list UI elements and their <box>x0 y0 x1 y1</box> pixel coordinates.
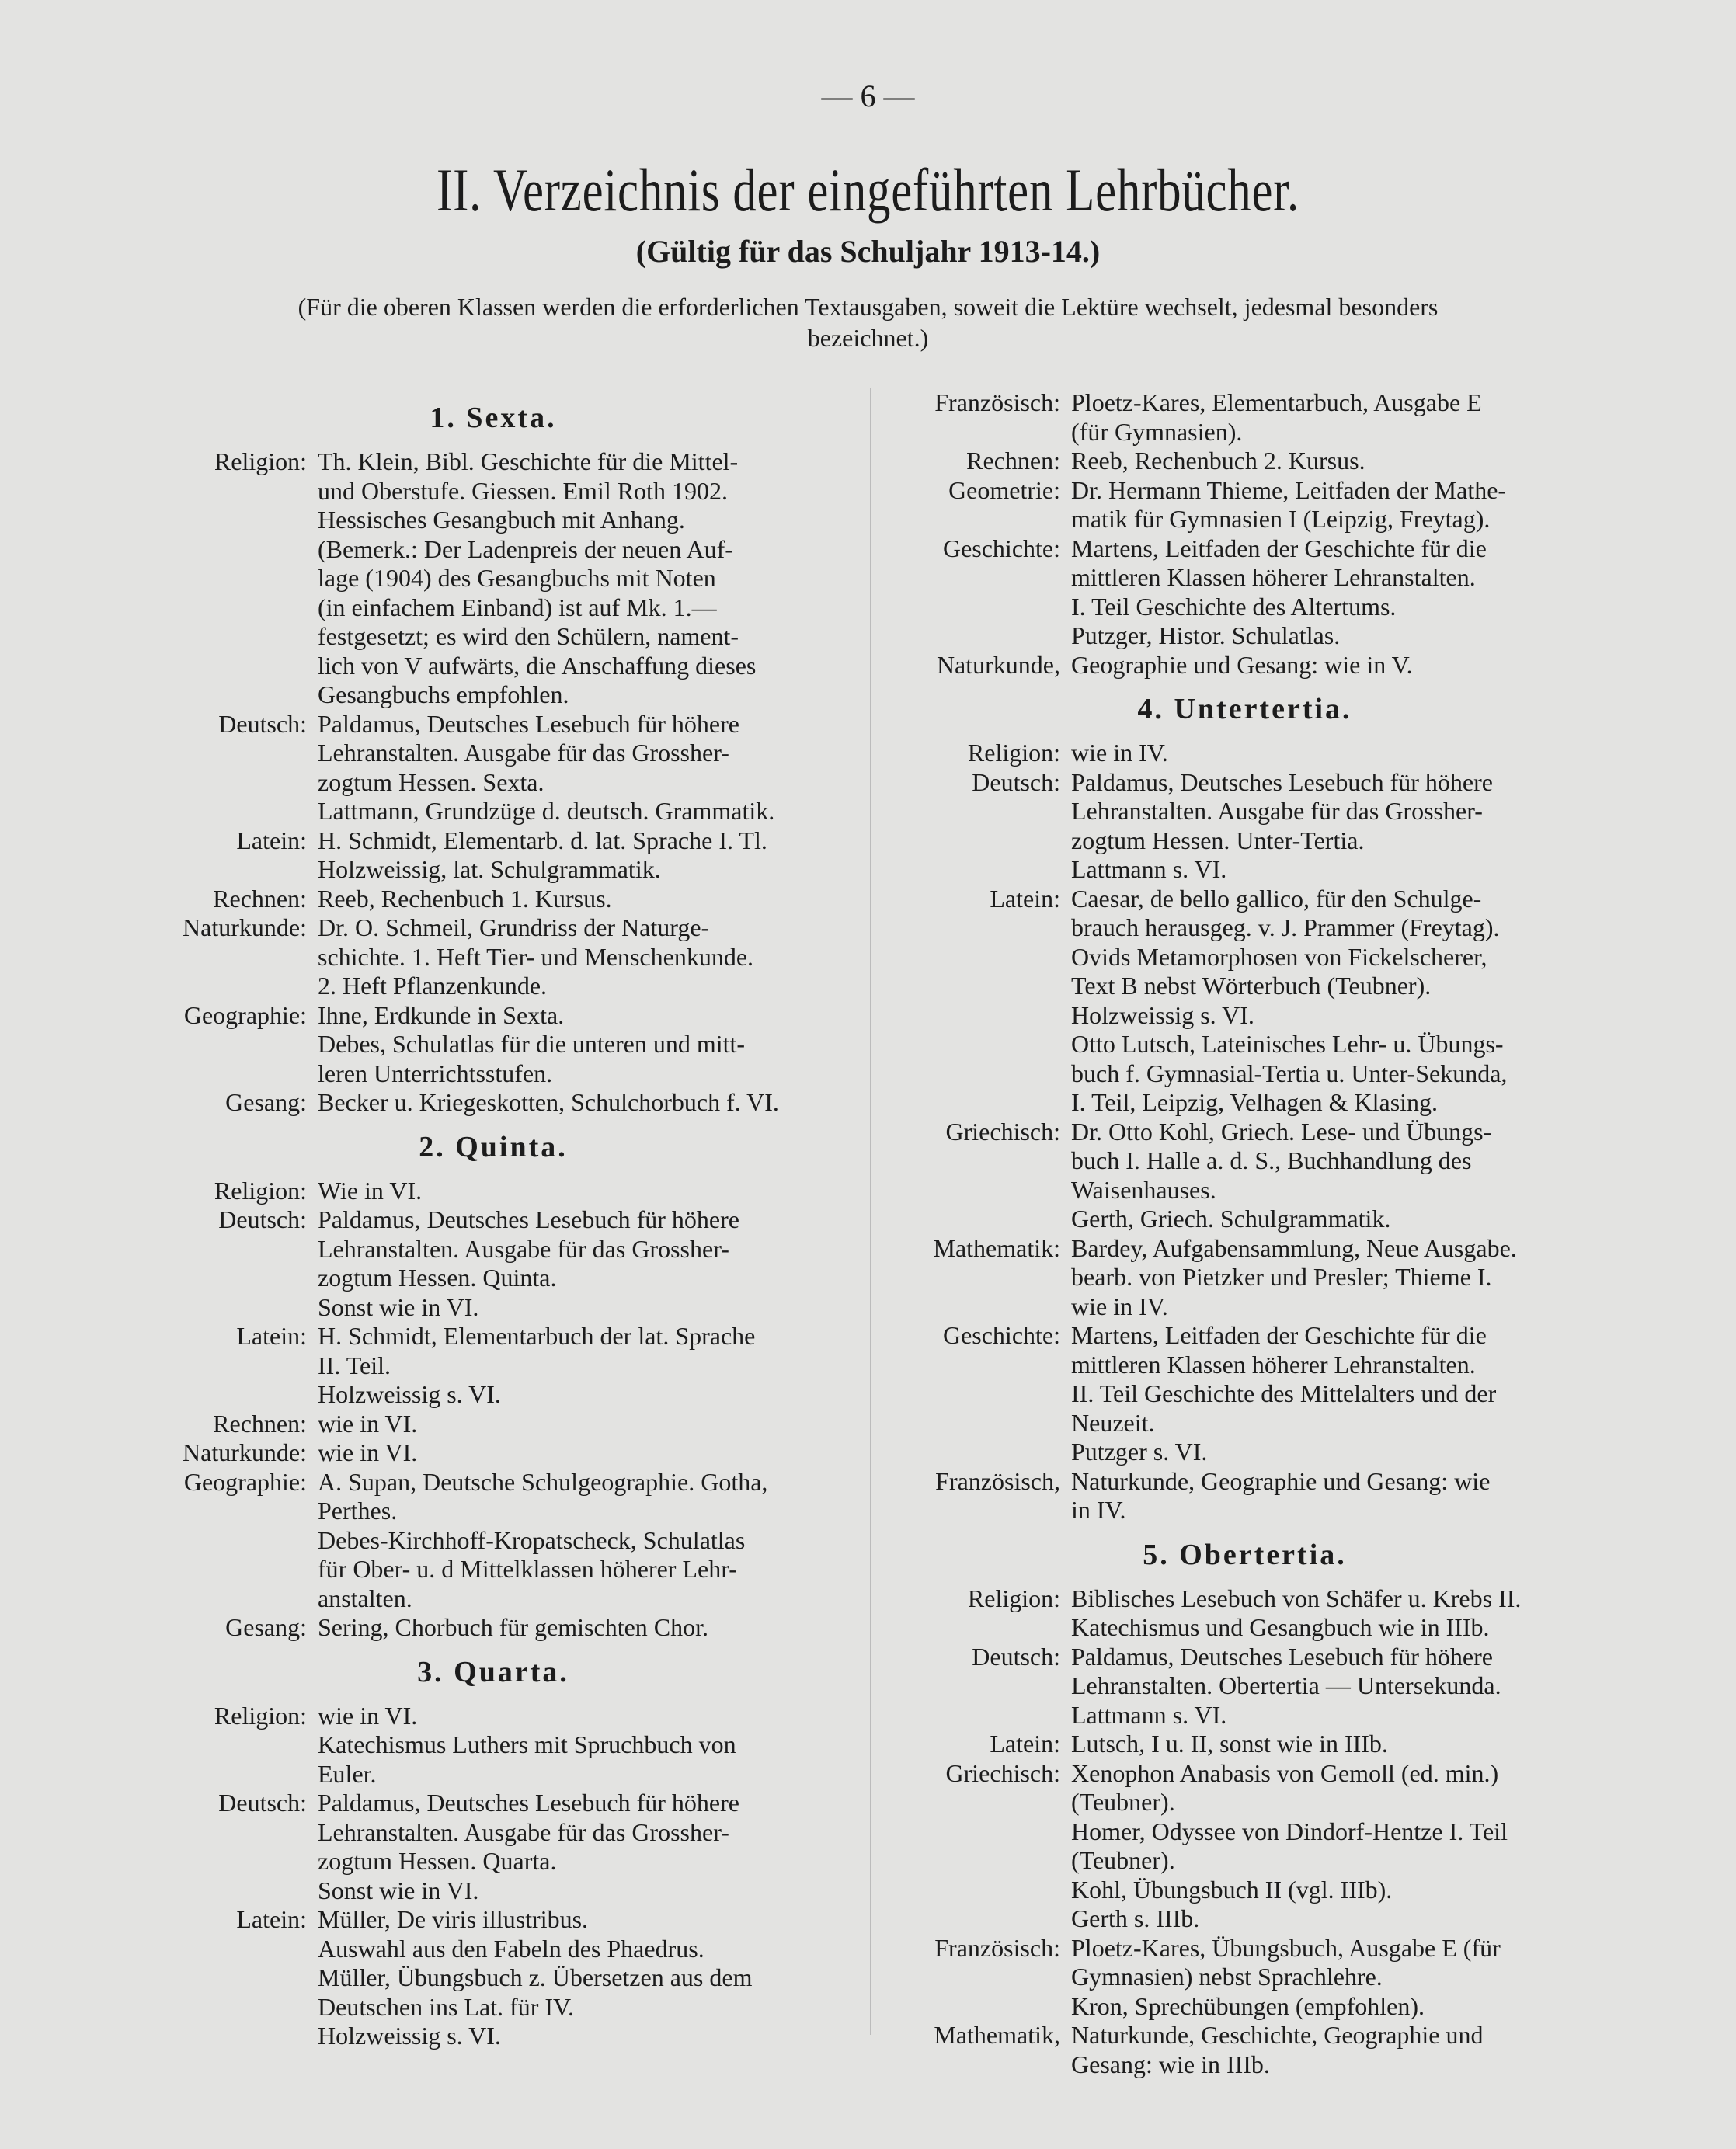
book-line: Lattmann s. VI. <box>1071 855 1227 883</box>
book-line: II. Teil Geschichte des Mittelalters und der <box>1071 1379 1497 1407</box>
subject-label: Deutsch: <box>972 1642 1060 1671</box>
subject-entry <box>885 388 1604 447</box>
book-line: Gesang: wie in IIIb. <box>1071 2050 1270 2078</box>
book-line: (Bemerk.: Der Ladenpreis der neuen Auf- <box>318 534 733 563</box>
book-line: mittleren Klassen höherer Lehranstalten. <box>1071 1350 1476 1379</box>
subject-label: Deutsch: <box>972 767 1060 796</box>
book-line: Homer, Odyssee von Dindorf-Hentze I. Teil <box>1071 1817 1508 1845</box>
subject-label: Rechnen: <box>966 447 1060 475</box>
book-list <box>307 1205 854 1322</box>
book-line: II. Teil. <box>318 1351 391 1379</box>
book-line: Holzweissig s. VI. <box>318 1380 501 1408</box>
subject-entry <box>132 826 854 885</box>
book-line: Paldamus, Deutsches Lesebuch für höhere <box>318 1205 739 1233</box>
intro-line: bezeichnet.) <box>807 324 929 352</box>
book-list <box>1060 1759 1604 1934</box>
book-line: (für Gymnasien). <box>1071 417 1243 446</box>
book-line: (in einfachem Einband) ist auf Mk. 1.— <box>318 593 717 621</box>
book-line: Lattmann, Grundzüge d. deutsch. Grammatik. <box>318 797 775 825</box>
book-line: mittleren Klassen höherer Lehranstalten. <box>1071 563 1476 591</box>
book-line: Debes-Kirchhoff-Kropatscheck, Schulatlas <box>318 1525 746 1554</box>
book-line: I. Teil Geschichte des Altertums. <box>1071 592 1397 621</box>
subject-label: Geographie: <box>183 1467 307 1496</box>
book-list <box>1060 1643 1604 1730</box>
subject-label: Deutsch: <box>218 709 307 738</box>
subject-label: Religion: <box>967 1584 1060 1612</box>
book-line: Gymnasien) nebst Sprachlehre. <box>1071 1963 1383 1991</box>
book-list <box>1060 476 1604 534</box>
book-list <box>307 710 854 826</box>
page-number: — 6 — <box>821 78 915 113</box>
subject-entry <box>885 1759 1604 1934</box>
book-line: H. Schmidt, Elementarbuch der lat. Sprache <box>318 1322 756 1350</box>
book-line: Martens, Leitfaden der Geschichte für die <box>1071 1321 1487 1349</box>
book-line: 2. Heft Pflanzenkunde. <box>318 972 548 1000</box>
book-list <box>1060 447 1604 476</box>
book-line: Paldamus, Deutsches Lesebuch für höhere <box>1071 1642 1493 1671</box>
book-line: Lutsch, I u. II, sonst wie in IIIb. <box>1071 1730 1388 1758</box>
book-line: Lehranstalten. Ausgabe für das Grossher- <box>1071 797 1483 825</box>
subject-entry <box>132 1322 854 1410</box>
book-line: zogtum Hessen. Quinta. <box>318 1264 557 1292</box>
book-line: Lehranstalten. Obertertia — Untersekunda. <box>1071 1671 1501 1699</box>
book-line: Text B nebst Wörterbuch (Teubner). <box>1071 972 1432 1000</box>
book-line: Euler. <box>318 1759 377 1788</box>
subject-entry <box>132 1410 854 1439</box>
book-line: Kron, Sprechübungen (empfohlen). <box>1071 1991 1425 2020</box>
book-line: Müller, Übungsbuch z. Übersetzen aus dem <box>318 1963 753 1991</box>
book-line: schichte. 1. Heft Tier- und Menschenkunde. <box>318 942 754 971</box>
subject-label: Naturkunde: <box>183 913 307 941</box>
book-line: Dr. Otto Kohl, Griech. Lese- und Übungs- <box>1071 1117 1492 1146</box>
book-line: Bardey, Aufgabensammlung, Neue Ausgabe. <box>1071 1233 1517 1262</box>
subject-entry <box>885 651 1604 680</box>
book-line: zogtum Hessen. Unter-Tertia. <box>1071 826 1365 854</box>
book-line: Debes, Schulatlas für die unteren und mitt- <box>318 1030 746 1058</box>
book-list <box>307 1088 854 1118</box>
book-list <box>307 1702 854 1789</box>
book-line: Lattmann s. VI. <box>1071 1700 1227 1729</box>
book-line: wie in VI. <box>318 1701 418 1730</box>
book-line: buch I. Halle a. d. S., Buchhandlung des <box>1071 1146 1472 1174</box>
book-list <box>307 1322 854 1410</box>
book-line: Geographie und Gesang: wie in V. <box>1071 650 1413 679</box>
subject-entry <box>132 710 854 826</box>
intro-note <box>132 291 1604 353</box>
subject-entry <box>885 476 1604 534</box>
book-line: Dr. O. Schmeil, Grundriss der Naturge- <box>318 913 710 941</box>
subject-label: Gesang: <box>225 1613 307 1641</box>
book-line: Katechismus Luthers mit Spruchbuch von <box>318 1730 736 1758</box>
book-line: Reeb, Rechenbuch 2. Kursus. <box>1071 447 1365 475</box>
subject-entry <box>885 1584 1604 1643</box>
subject-entry <box>885 1934 1604 2022</box>
book-line: wie in VI. <box>318 1409 418 1438</box>
book-list <box>307 826 854 885</box>
book-line: Otto Lutsch, Lateinisches Lehr- u. Übungs- <box>1071 1030 1504 1058</box>
subject-entry <box>885 1234 1604 1322</box>
column-divider <box>870 388 871 2035</box>
book-line: Holzweissig s. VI. <box>318 2022 501 2050</box>
book-line: bearb. von Pietzker und Presler; Thieme I. <box>1071 1263 1492 1291</box>
book-line: Waisenhauses. <box>1071 1175 1216 1204</box>
book-line: Katechismus und Gesangbuch wie in IIIb. <box>1071 1613 1490 1641</box>
subject-entry <box>132 1205 854 1322</box>
book-line: Gerth, Griech. Schulgrammatik. <box>1071 1205 1391 1233</box>
subject-label: Mathematik: <box>933 1233 1060 1262</box>
book-line: Caesar, de bello gallico, für den Schulge- <box>1071 884 1482 913</box>
book-line: Holzweissig, lat. Schulgrammatik. <box>318 855 661 883</box>
section-heading-1-sexta: 1. Sexta. <box>430 402 557 434</box>
intro-line: (Für die oberen Klassen werden die erforderlichen Textausgaben, soweit die Lektüre wechselt, jedesmal besonders <box>297 293 1439 321</box>
section-heading-3-quarta: 3. Quarta. <box>417 1655 569 1688</box>
book-line: Martens, Leitfaden der Geschichte für die <box>1071 534 1487 562</box>
book-list <box>307 1001 854 1089</box>
book-list <box>1060 388 1604 447</box>
subject-label: Naturkunde, <box>936 650 1060 679</box>
section-heading-4-untertertia: 4. Untertertia. <box>1137 693 1352 725</box>
book-line: Ovids Metamorphosen von Fickelscherer, <box>1071 942 1487 971</box>
book-line: Auswahl aus den Fabeln des Phaedrus. <box>318 1934 704 1963</box>
book-line: Dr. Hermann Thieme, Leitfaden der Mathe- <box>1071 475 1507 504</box>
book-line: Müller, De viris illustribus. <box>318 1905 589 1933</box>
book-line: für Ober- u. d Mittelklassen höherer Lehr- <box>318 1555 737 1583</box>
book-line: Kohl, Übungsbuch II (vgl. IIIb). <box>1071 1875 1393 1904</box>
subject-label: Religion: <box>967 739 1060 767</box>
subject-label: Latein: <box>236 826 307 854</box>
subject-entry <box>885 885 1604 1118</box>
book-list <box>307 1468 854 1614</box>
right-column <box>885 388 1604 2079</box>
book-line: Xenophon Anabasis von Gemoll (ed. min.) <box>1071 1758 1499 1787</box>
subject-label: Geographie: <box>183 1000 307 1029</box>
book-line: Lehranstalten. Ausgabe für das Grossher- <box>318 739 729 767</box>
book-list <box>307 1438 854 1468</box>
book-line: wie in IV. <box>1071 739 1168 767</box>
subject-entry <box>132 885 854 914</box>
subject-label: Griechisch: <box>945 1117 1060 1146</box>
subject-label: Latein: <box>236 1905 307 1933</box>
subject-label: Religion: <box>214 1701 307 1730</box>
book-list <box>1060 1934 1604 2022</box>
book-line: zogtum Hessen. Sexta. <box>318 767 544 796</box>
subject-label: Religion: <box>214 1176 307 1205</box>
book-line: und Oberstufe. Giessen. Emil Roth 1902. <box>318 476 728 505</box>
book-list <box>1060 768 1604 885</box>
book-list <box>1060 1584 1604 1643</box>
book-list <box>307 913 854 1001</box>
book-line: H. Schmidt, Elementarb. d. lat. Sprache I. Tl. <box>318 826 767 854</box>
book-line: Putzger, Histor. Schulatlas. <box>1071 621 1341 649</box>
subject-entry <box>132 1789 854 1905</box>
book-line: in IV. <box>1071 1496 1126 1524</box>
book-line: Ploetz-Kares, Elementarbuch, Ausgabe E <box>1071 388 1482 416</box>
section-heading-5-obertertia: 5. Obertertia. <box>1143 1538 1347 1571</box>
book-line: Biblisches Lesebuch von Schäfer u. Krebs II. <box>1071 1584 1522 1612</box>
book-line: wie in VI. <box>318 1438 418 1466</box>
book-line: Sonst wie in VI. <box>318 1876 479 1904</box>
book-line: I. Teil, Leipzig, Velhagen & Klasing. <box>1071 1088 1439 1116</box>
book-line: Reeb, Rechenbuch 1. Kursus. <box>318 884 612 913</box>
book-line: lich von V aufwärts, die Anschaffung dieses <box>318 651 757 680</box>
book-line: zogtum Hessen. Quarta. <box>318 1847 557 1875</box>
subject-entry <box>885 768 1604 885</box>
subject-entry <box>132 1702 854 1789</box>
subject-label: Deutsch: <box>218 1205 307 1233</box>
book-line: A. Supan, Deutsche Schulgeographie. Gotha, <box>318 1467 768 1496</box>
book-list <box>1060 1730 1604 1759</box>
subject-entry <box>885 1321 1604 1467</box>
book-line: Gerth s. IIIb. <box>1071 1904 1200 1932</box>
subject-entry <box>885 2021 1604 2079</box>
book-line: Naturkunde, Geographie und Gesang: wie <box>1071 1466 1491 1495</box>
book-line: Putzger s. VI. <box>1071 1438 1208 1466</box>
subject-label: Französisch: <box>934 1933 1060 1962</box>
book-list <box>307 1177 854 1206</box>
subject-label: Rechnen: <box>213 884 307 913</box>
subject-label: Religion: <box>214 447 307 475</box>
book-line: brauch herausgeg. v. J. Prammer (Freytag). <box>1071 913 1500 941</box>
subject-entry <box>885 739 1604 768</box>
subject-entry <box>885 1730 1604 1759</box>
subject-entry <box>132 1468 854 1614</box>
section-heading-2-quinta: 2. Quinta. <box>419 1130 568 1163</box>
book-line: Holzweissig s. VI. <box>1071 1000 1254 1029</box>
book-list <box>307 1789 854 1905</box>
book-line: Paldamus, Deutsches Lesebuch für höhere <box>318 1789 739 1817</box>
book-list <box>307 1905 854 2051</box>
book-line: lage (1904) des Gesangbuchs mit Noten <box>318 564 716 592</box>
subject-entry <box>132 913 854 1001</box>
subject-label: Gesang: <box>225 1088 307 1116</box>
subject-entry <box>885 1118 1604 1234</box>
book-list <box>1060 885 1604 1118</box>
book-line: matik für Gymnasien I (Leipzig, Freytag). <box>1071 505 1491 533</box>
book-line: Becker u. Kriegeskotten, Schulchorbuch f. VI. <box>318 1088 779 1116</box>
subject-label: Griechisch: <box>945 1758 1060 1787</box>
subject-entry <box>885 534 1604 651</box>
page-title: II. Verzeichnis der eingeführten Lehrbücher. <box>437 156 1299 224</box>
subject-entry <box>885 1467 1604 1525</box>
book-line: Perthes. <box>318 1497 398 1525</box>
book-list <box>1060 1118 1604 1234</box>
book-line: leren Unterrichtsstufen. <box>318 1059 553 1087</box>
book-line: Ploetz-Kares, Übungsbuch, Ausgabe E (für <box>1071 1933 1501 1962</box>
book-line: Hessisches Gesangbuch mit Anhang. <box>318 506 685 534</box>
book-list <box>1060 739 1604 768</box>
subject-label: Naturkunde: <box>183 1438 307 1466</box>
book-line: Ihne, Erdkunde in Sexta. <box>318 1000 565 1029</box>
subject-entry <box>132 1177 854 1206</box>
book-line: Neuzeit. <box>1071 1408 1155 1437</box>
subject-entry <box>132 1001 854 1089</box>
book-line: Lehranstalten. Ausgabe für das Grossher- <box>318 1817 729 1846</box>
subject-entry <box>885 1643 1604 1730</box>
book-line: Paldamus, Deutsches Lesebuch für höhere <box>1071 767 1493 796</box>
book-line: anstalten. <box>318 1584 412 1612</box>
book-list <box>307 447 854 710</box>
subject-label: Mathematik, <box>934 2021 1060 2049</box>
subject-entry <box>132 1438 854 1468</box>
book-list <box>1060 651 1604 680</box>
book-line: Naturkunde, Geschichte, Geographie und <box>1071 2021 1484 2049</box>
book-line: Sering, Chorbuch für gemischten Chor. <box>318 1613 709 1641</box>
subject-entry <box>132 1088 854 1118</box>
subject-label: Rechnen: <box>213 1409 307 1438</box>
subject-label: Französisch, <box>935 1466 1060 1495</box>
page-subtitle: (Gültig für das Schuljahr 1913-14.) <box>635 234 1101 269</box>
book-line: Wie in VI. <box>318 1176 423 1205</box>
subject-label: Latein: <box>990 884 1060 913</box>
book-line: festgesetzt; es wird den Schülern, nament- <box>318 622 739 650</box>
left-column <box>132 388 854 2051</box>
book-line: buch f. Gymnasial-Tertia u. Unter-Sekunda, <box>1071 1059 1508 1087</box>
book-line: (Teubner). <box>1071 1788 1175 1816</box>
subject-entry <box>132 1613 854 1643</box>
subject-label: Deutsch: <box>218 1789 307 1817</box>
book-line: Sonst wie in VI. <box>318 1292 479 1321</box>
book-line: Deutschen ins Lat. für IV. <box>318 1992 574 2021</box>
subject-label: Latein: <box>990 1730 1060 1758</box>
book-line: Lehranstalten. Ausgabe für das Grossher- <box>318 1234 729 1263</box>
subject-label: Latein: <box>236 1322 307 1350</box>
subject-entry <box>132 447 854 710</box>
book-line: Th. Klein, Bibl. Geschichte für die Mittel- <box>318 447 739 475</box>
book-list <box>307 1410 854 1439</box>
book-list <box>1060 534 1604 651</box>
book-list <box>307 1613 854 1643</box>
subject-label: Geschichte: <box>942 534 1060 562</box>
book-list <box>1060 2021 1604 2079</box>
subject-label: Geschichte: <box>942 1321 1060 1349</box>
book-list <box>1060 1234 1604 1322</box>
book-line: wie in IV. <box>1071 1292 1168 1320</box>
subject-label: Geometrie: <box>948 475 1060 504</box>
subject-entry <box>885 447 1604 476</box>
book-list <box>1060 1467 1604 1525</box>
book-line: (Teubner). <box>1071 1846 1175 1874</box>
book-list <box>1060 1321 1604 1467</box>
subject-label: Französisch: <box>934 388 1060 416</box>
book-list <box>307 885 854 914</box>
book-line: Paldamus, Deutsches Lesebuch für höhere <box>318 709 739 738</box>
subject-entry <box>132 1905 854 2051</box>
book-line: Gesangbuchs empfohlen. <box>318 680 569 708</box>
